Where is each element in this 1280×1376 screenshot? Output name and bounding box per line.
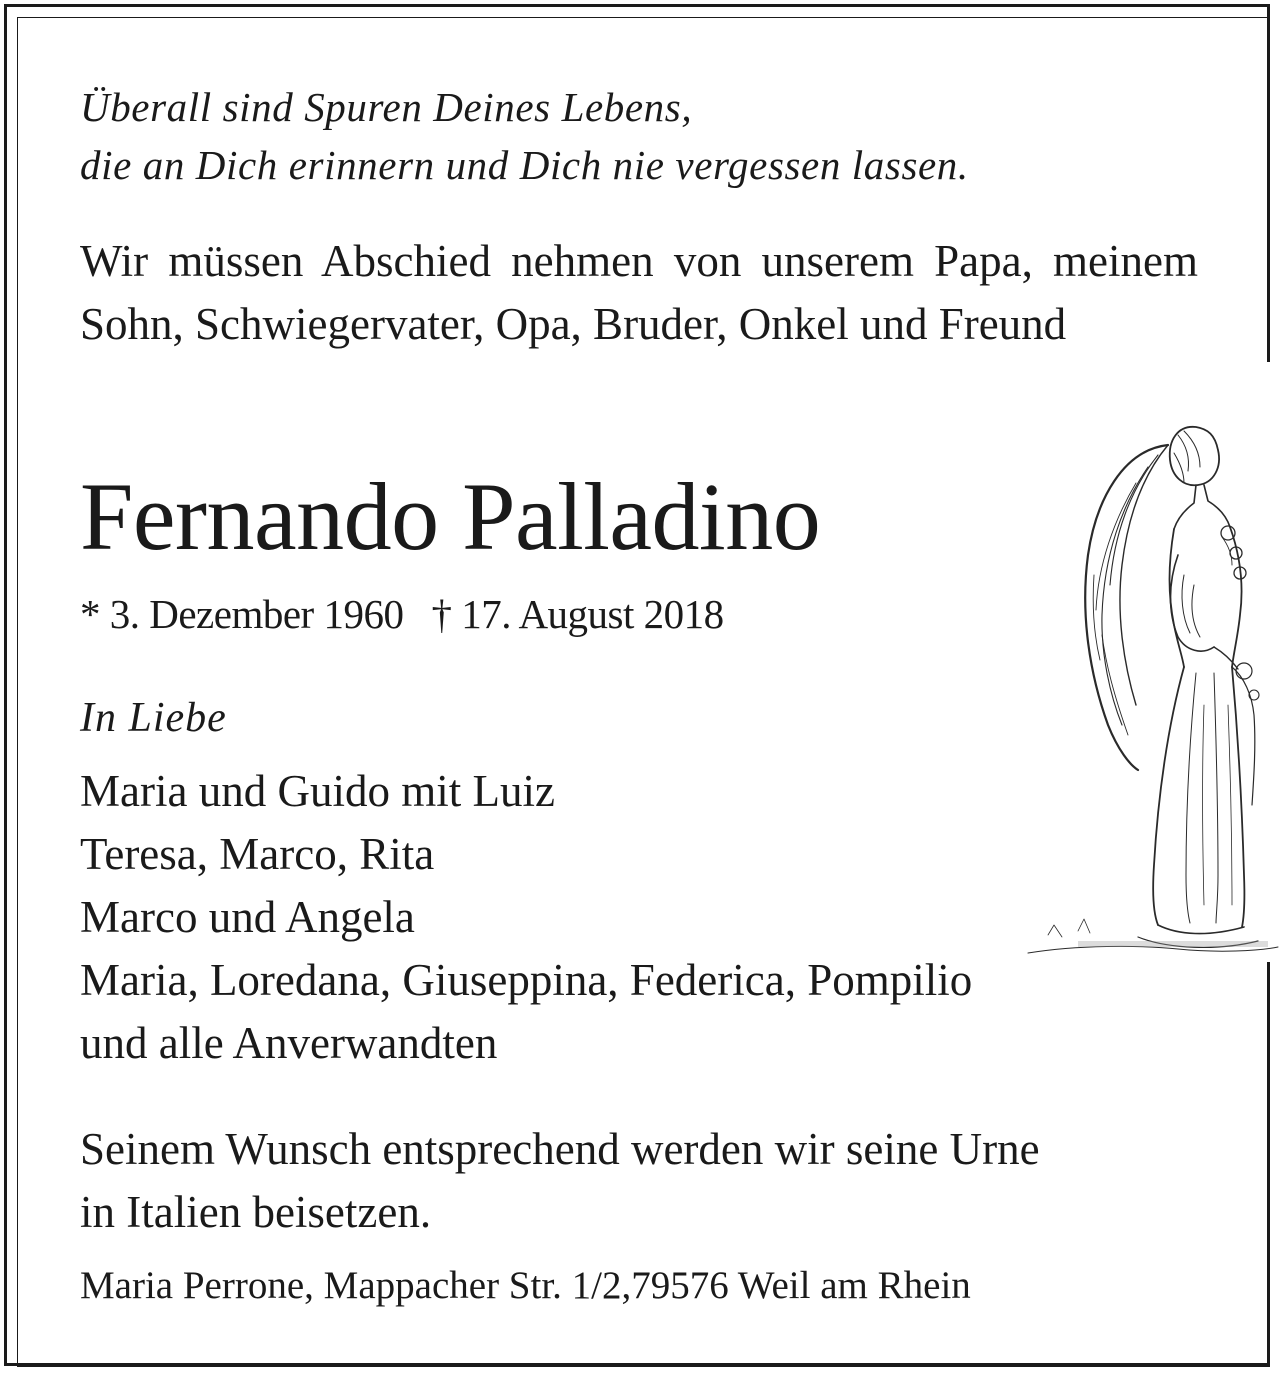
mourners-list — [80, 760, 972, 1075]
mourner-line: Marco und Angela — [80, 892, 415, 942]
deceased-name: Fernando Palladino — [80, 463, 821, 570]
mourner-line: Teresa, Marco, Rita — [80, 829, 435, 879]
burial-note-line-2: in Italien beisetzen. — [80, 1187, 432, 1237]
burial-note — [80, 1118, 1040, 1244]
intro-text: Wir müssen Abschied nehmen von unserem Papa, meinem Sohn, Schwiegervater, Opa, Bruder, Onkel und Freund — [80, 236, 1198, 349]
quote-line-2: die an Dich erinnern und Dich nie vergessen lassen. — [80, 142, 969, 188]
mourner-line: Maria und Guido mit Luiz — [80, 766, 555, 816]
angel-illustration-icon — [1018, 405, 1280, 965]
mourner-line: Maria, Loredana, Giuseppina, Federica, Pompilio — [80, 955, 973, 1005]
burial-note-line-1: Seinem Wunsch entsprechend werden wir seine Urne — [80, 1124, 1040, 1174]
death-date: † 17. August 2018 — [431, 591, 724, 637]
birth-date: * 3. Dezember 1960 — [80, 591, 404, 637]
mourner-line: und alle Anverwandten — [80, 1018, 498, 1068]
life-dates — [80, 586, 724, 642]
mourners-heading: In Liebe — [80, 695, 227, 741]
quote-line-1: Überall sind Spuren Deines Lebens, — [80, 84, 693, 130]
contact-address: Maria Perrone, Mappacher Str. 1/2,79576 Weil am Rhein — [80, 1264, 971, 1307]
memorial-quote — [80, 78, 969, 194]
